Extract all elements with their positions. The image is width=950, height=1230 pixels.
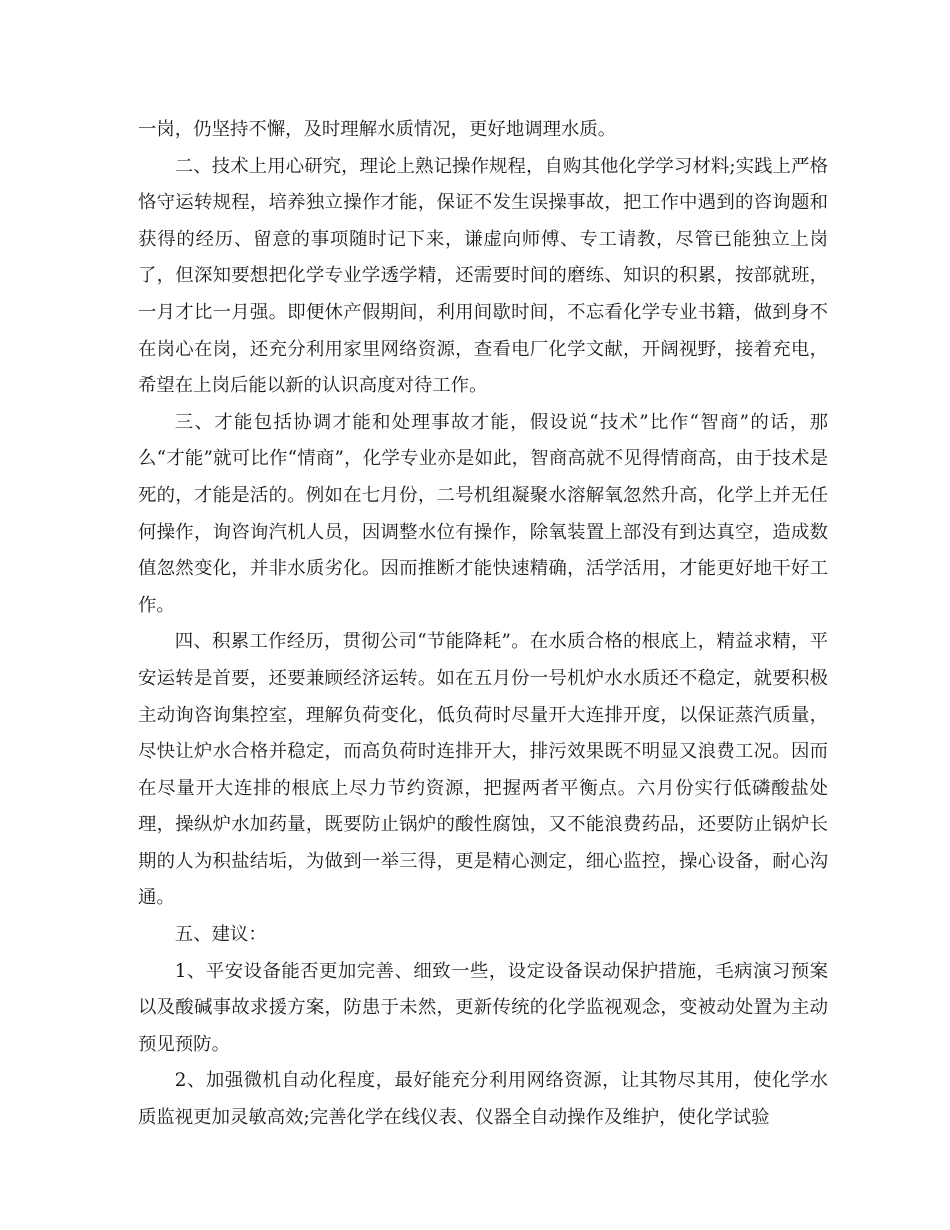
paragraph-suggestion-1: 1、平安设备能否更加完善、细致一些，设定设备误动保护措施，毛病演习预案以及酸碱事故求援方案，防患于未然，更新传统的化学监视观念，变被动处置为主动预见预防。: [138, 960, 828, 1055]
document-body: [138, 112, 828, 1137]
paragraph-suggestions-heading: 五、建议：: [174, 924, 267, 946]
paragraph-ability: 三、才能包括协调才能和处理事故才能，假设说“技术”比作“智商”的话，那么“才能”就可比作“情商”，化学专业亦是如此，智商高就不见得情商高，由于技术是死的，才能是活的。例如在七月份，二号机组凝聚水溶解氧忽然升高，化学上并无任何操作，询咨询汽机人员，因调整水位有操作，除氧装置上部没有到达真空，造成数值忽然变化，并非水质劣化。因而推断才能快速精确，活学活用，才能更好地干好工作。: [138, 411, 828, 616]
paragraph-suggestion-2: 2、加强微机自动化程度，最好能充分利用网络资源，让其物尽其用，使化学水质监视更加灵敏高效;完善化学在线仪表、仪器全自动操作及维护，使化学试验: [138, 1070, 828, 1129]
paragraph-technique: 二、技术上用心研究，理论上熟记操作规程，自购其他化学学习材料;实践上严格恪守运转规程，培养独立操作才能，保证不发生误操事故，把工作中遇到的咨询题和获得的经历、留意的事项随时记下来，谦虚向师傅、专工请教，尽管已能独立上岗了，但深知要想把化学专业学透学精，还需要时间的磨练、知识的积累，按部就班，一月才比一月强。即便休产假期间，利用间歇时间，不忘看化学专业书籍，做到身不在岗心在岗，还充分利用家里网络资源，查看电厂化学文献，开阔视野，接着充电，希望在上岗后能以新的认识高度对待工作。: [138, 155, 828, 397]
paragraph-continuation: 一岗，仍坚持不懈，及时理解水质情况，更好地调理水质。: [138, 119, 617, 140]
paragraph-experience: 四、积累工作经历，贯彻公司“节能降耗”。在水质合格的根底上，精益求精，平安运转是首要，还要兼顾经济运转。如在五月份一号机炉水水质还不稳定，就要积极主动询咨询集控室，理解负荷变化，低负荷时尽量开大连排开度，以保证蒸汽质量，尽快让炉水合格并稳定，而高负荷时连排开大，排污效果既不明显又浪费工况。因而在尽量开大连排的根底上尽力节约资源，把握两者平衡点。六月份实行低磷酸盐处理，操纵炉水加药量，既要防止锅炉的酸性腐蚀，又不能浪费药品，还要防止锅炉长期的人为积盐结垢，为做到一举三得，更是精心测定，细心监控，操心设备，耐心沟通。: [138, 631, 828, 909]
